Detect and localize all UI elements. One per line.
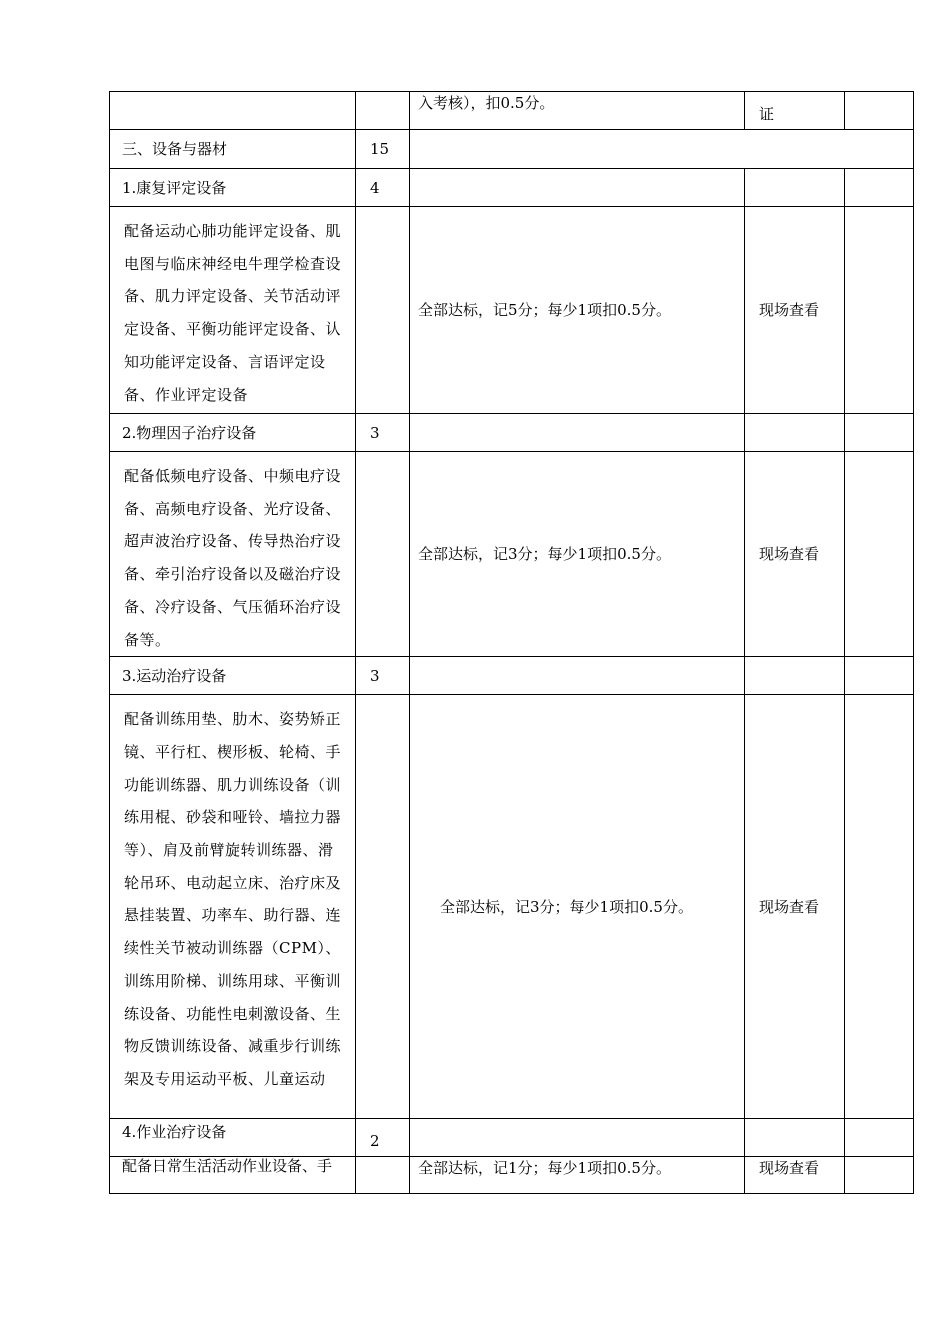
table-cell — [845, 414, 914, 452]
section-row — [110, 130, 914, 169]
table-cell — [356, 695, 410, 1119]
method-text: 现场查看 — [759, 545, 820, 564]
table-cell — [745, 657, 845, 695]
table-row — [110, 207, 914, 414]
score-cell — [356, 169, 410, 207]
table-cell — [410, 1119, 745, 1157]
table-cell — [845, 169, 914, 207]
table-cell — [356, 452, 410, 657]
item-title-cell — [110, 169, 356, 207]
score-value: 2 — [370, 1131, 380, 1150]
table-cell — [356, 207, 410, 414]
section-title: 三、设备与器材 — [122, 140, 228, 158]
method-text: 现场查看 — [759, 301, 820, 319]
method-cell — [745, 1157, 845, 1194]
method-cell — [745, 207, 845, 414]
description-text: 配备日常生活活动作业设备、手 — [122, 1157, 333, 1176]
method-text: 证 — [759, 105, 775, 123]
table-cell — [845, 452, 914, 657]
table-cell — [745, 169, 845, 207]
table-cell — [845, 657, 914, 695]
evaluation-table — [109, 91, 914, 1194]
description-text: 配备训练用垫、肋木、姿势矫正镜、平行杠、楔形板、轮椅、手功能训练器、肌力训练设备（训练用棍、砂袋和哑铃、墙拉力器等）、肩及前臂旋转训练器、滑轮吊环、电动起立床、治疗床及悬挂装置、功率车、助行器、连续性关节被动训练器（CPM）、训练用阶梯、训练用球、平衡训练设备、功能性电刺激设备、生物反馈训练设备、减重步行训练架及专用运动平板、儿童运动 — [124, 710, 342, 1088]
item-title: 4.作业治疗设备 — [122, 1123, 227, 1142]
item-title-cell — [110, 657, 356, 695]
table-cell — [845, 1119, 914, 1157]
standard-cell — [410, 1157, 745, 1194]
table-cell — [410, 130, 914, 169]
score-cell — [356, 657, 410, 695]
table-cell — [110, 92, 356, 130]
description-text: 配备运动心肺功能评定设备、肌电图与临床神经电牛理学检査设备、肌力评定设备、关节活动评定设备、平衡功能评定设备、认知功能评定设备、言语评定设备、作业评定设备 — [124, 222, 342, 404]
score-value: 3 — [370, 423, 380, 442]
table-cell — [410, 169, 745, 207]
score-value: 15 — [370, 140, 390, 158]
description-cell — [110, 1157, 356, 1194]
score-cell — [356, 1119, 410, 1157]
standard-text: 入考核），扣0.5分。 — [418, 94, 555, 112]
description-cell — [110, 207, 356, 414]
standard-text: 全部达标，记5分；每少1项扣0.5分。 — [418, 301, 671, 319]
item-title-cell — [110, 414, 356, 452]
score-value: 3 — [370, 666, 380, 685]
table-cell — [745, 1119, 845, 1157]
table-cell — [845, 207, 914, 414]
standard-cell — [410, 207, 745, 414]
table-row — [110, 695, 914, 1119]
table-row — [110, 92, 914, 130]
table-cell — [410, 414, 745, 452]
table-row — [110, 169, 914, 207]
table-row — [110, 657, 914, 695]
table-cell — [410, 657, 745, 695]
table-row — [110, 1157, 914, 1194]
item-title: 2.物理因子治疗设备 — [122, 423, 257, 442]
table-cell — [356, 92, 410, 130]
description-cell — [110, 695, 356, 1119]
method-text: 现场查看 — [759, 897, 820, 916]
item-title-cell — [110, 1119, 356, 1157]
standard-text: 全部达标，记1分；每少1项扣0.5分。 — [418, 1159, 671, 1178]
table-row — [110, 414, 914, 452]
table-cell — [845, 1157, 914, 1194]
standard-text: 全部达标，记3分；每少1项扣0.5分。 — [418, 545, 671, 564]
score-cell — [356, 414, 410, 452]
standard-text: 全部达标，记3分；每少1项扣0.5分。 — [440, 897, 693, 916]
standard-cell — [410, 452, 745, 657]
description-text: 配备低频电疗设备、中频电疗设备、高频电疗设备、光疗设备、超声波治疗设备、传导热治疗设备、牵引治疗设备以及磁治疗设备、冷疗设备、气压循环治疗设备等。 — [124, 467, 342, 649]
method-cell — [745, 92, 845, 130]
description-cell — [110, 452, 356, 657]
method-cell — [745, 695, 845, 1119]
table-row — [110, 1119, 914, 1157]
table-cell — [845, 695, 914, 1119]
method-cell — [745, 452, 845, 657]
table-row — [110, 452, 914, 657]
item-title: 3.运动治疗设备 — [122, 666, 227, 685]
score-cell — [356, 130, 410, 169]
table-cell — [745, 414, 845, 452]
standard-cell — [410, 92, 745, 130]
score-value: 4 — [370, 178, 380, 197]
standard-cell — [410, 695, 745, 1119]
method-text: 现场查看 — [759, 1159, 820, 1178]
table-cell — [845, 92, 914, 130]
item-title: 1.康复评定设备 — [122, 178, 227, 197]
section-title-cell — [110, 130, 356, 169]
table-cell — [356, 1157, 410, 1194]
